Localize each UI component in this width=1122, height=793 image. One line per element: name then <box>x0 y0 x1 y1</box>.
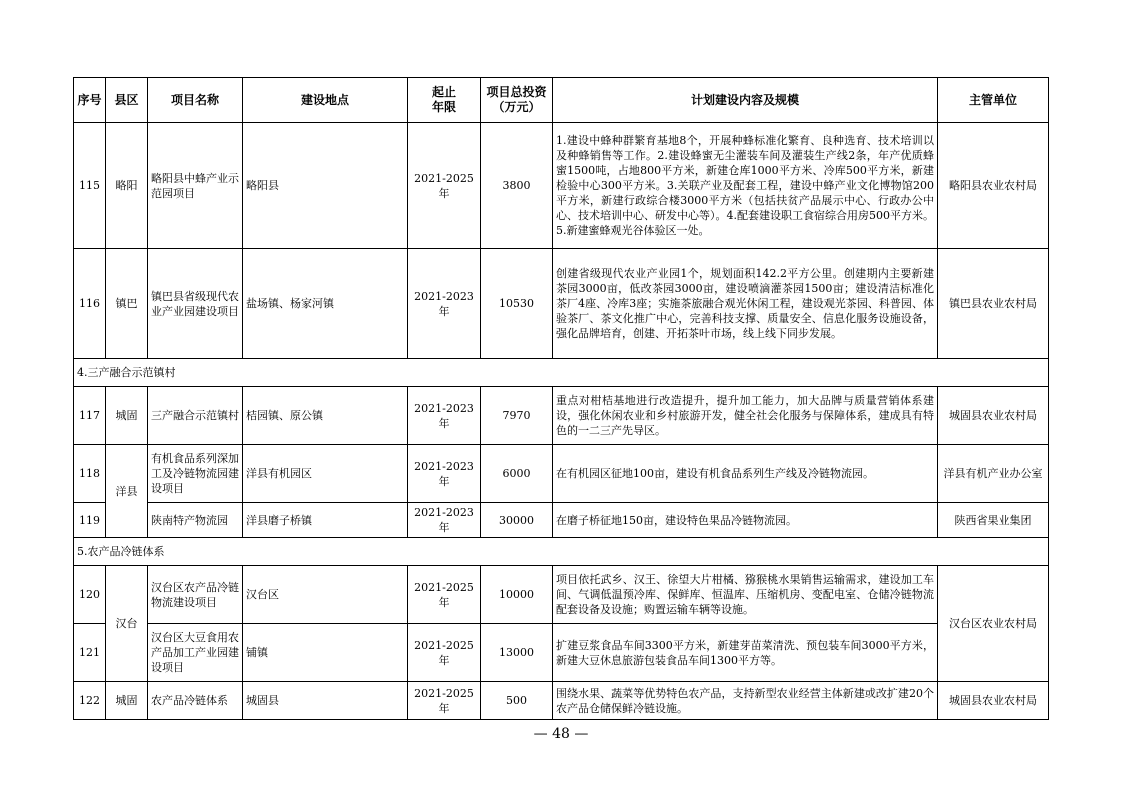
table-row <box>74 503 1049 538</box>
cell-period: 2021-2023年 <box>408 445 481 503</box>
cell-content: 在磨子桥征地150亩，建设特色果品冷链物流园。 <box>553 503 938 538</box>
cell-no: 121 <box>74 624 106 682</box>
cell-content: 在有机园区征地100亩，建设有机食品系列生产线及冷链物流园。 <box>553 445 938 503</box>
section-title: 5.农产品冷链体系 <box>74 538 1049 566</box>
col-header-invest <box>481 78 553 123</box>
project-table <box>73 77 1049 720</box>
cell-name: 略阳县中蜂产业示范园项目 <box>148 123 243 249</box>
cell-invest: 10530 <box>481 249 553 359</box>
cell-invest: 13000 <box>481 624 553 682</box>
cell-period: 2021-2023年 <box>408 249 481 359</box>
cell-period: 2021-2025年 <box>408 682 481 720</box>
table-row <box>74 566 1049 624</box>
header-row <box>74 78 1049 123</box>
page-number: — 48 — <box>533 726 589 742</box>
cell-location: 洋县磨子桥镇 <box>243 503 408 538</box>
cell-dept: 汉台区农业农村局 <box>938 566 1049 682</box>
cell-invest: 10000 <box>481 566 553 624</box>
cell-content: 1.建设中蜂种群繁育基地8个，开展种蜂标准化繁育、良种选育、技术培训以及种蜂销售等工作。2.建设蜂蜜无尘灌装车间及灌装生产线2条，年产优质蜂蜜1500吨，占地800平方米，新建仓库1000平方米、冷库500平方米，新建检验中心300平方米。3.关联产业及配套工程，建设中蜂产业文化博物馆200平方米，新建行政综合楼3000平方米（包括扶贫产品展示中心、行政办公中心、技术培训中心、研发中心等）。4.配套建设职工食宿综合用房500平方米。5.新建蜜蜂观光谷体验区一处。 <box>553 123 938 249</box>
cell-content: 创建省级现代农业产业园1个，规划面积142.2平方公里。创建期内主要新建茶园3000亩，低改茶园3000亩，建设喷滴灌茶园1500亩；建设清洁标准化茶厂4座、冷库3座；实施茶旅融合观光休闲工程，建设观光茶园、科普园、体验茶厂、茶文化推广中心，完善科技支撑、质量安全、信息化服务设施设备，强化品牌培育，创建、开拓茶叶市场，线上线下同步发展。 <box>553 249 938 359</box>
cell-county: 城固 <box>106 682 148 720</box>
cell-no: 118 <box>74 445 106 503</box>
col-header-no: 序号 <box>74 78 106 123</box>
cell-no: 119 <box>74 503 106 538</box>
cell-invest: 3800 <box>481 123 553 249</box>
cell-invest: 7970 <box>481 387 553 445</box>
cell-location: 略阳县 <box>243 123 408 249</box>
cell-name: 农产品冷链体系 <box>148 682 243 720</box>
cell-dept: 陕西省果业集团 <box>938 503 1049 538</box>
cell-period: 2021-2023年 <box>408 387 481 445</box>
cell-content: 扩建豆浆食品车间3300平方米，新建芽苗菜清洗、预包装车间3000平方米，新建大豆休息旅游包装食品车间1300平方等。 <box>553 624 938 682</box>
cell-county: 汉台 <box>106 566 148 682</box>
table-row <box>74 249 1049 359</box>
cell-period: 2021-2025年 <box>408 123 481 249</box>
cell-county: 镇巴 <box>106 249 148 359</box>
cell-no: 117 <box>74 387 106 445</box>
cell-no: 120 <box>74 566 106 624</box>
cell-name: 陕南特产物流园 <box>148 503 243 538</box>
col-header-location: 建设地点 <box>243 78 408 123</box>
cell-dept: 城固县农业农村局 <box>938 682 1049 720</box>
cell-location: 铺镇 <box>243 624 408 682</box>
cell-content: 围绕水果、蔬菜等优势特色农产品，支持新型农业经营主体新建或改扩建20个农产品仓储保鲜冷链设施。 <box>553 682 938 720</box>
table-row <box>74 387 1049 445</box>
cell-location: 桔园镇、原公镇 <box>243 387 408 445</box>
cell-county: 洋县 <box>106 445 148 538</box>
cell-dept: 略阳县农业农村局 <box>938 123 1049 249</box>
cell-name: 有机食品系列深加工及冷链物流园建设项目 <box>148 445 243 503</box>
table-row <box>74 123 1049 249</box>
cell-content: 重点对柑桔基地进行改造提升，提升加工能力，加大品牌与质量营销体系建设，强化休闲农业和乡村旅游开发，健全社会化服务与保障体系，建成具有特色的一二三产先导区。 <box>553 387 938 445</box>
cell-invest: 500 <box>481 682 553 720</box>
invest-line-1: 项目总投资 <box>486 85 547 99</box>
table-row <box>74 624 1049 682</box>
cell-county: 略阳 <box>106 123 148 249</box>
cell-county: 城固 <box>106 387 148 445</box>
table-row <box>74 682 1049 720</box>
cell-location: 汉台区 <box>243 566 408 624</box>
cell-location: 盐场镇、杨家河镇 <box>243 249 408 359</box>
section-row <box>74 359 1049 387</box>
section-title: 4.三产融合示范镇村 <box>74 359 1049 387</box>
cell-period: 2021-2025年 <box>408 566 481 624</box>
col-header-name: 项目名称 <box>148 78 243 123</box>
cell-name: 汉台区大豆食用农产品加工产业园建设项目 <box>148 624 243 682</box>
period-line-2: 年限 <box>431 100 456 114</box>
cell-period: 2021-2025年 <box>408 624 481 682</box>
cell-name: 镇巴县省级现代农业产业园建设项目 <box>148 249 243 359</box>
cell-location: 洋县有机园区 <box>243 445 408 503</box>
cell-content: 项目依托武乡、汉王、徐望大片柑橘、猕猴桃水果销售运输需求，建设加工车间、气调低温预冷库、保鲜库、恒温库、压缩机房、变配电室、仓储冷链物流配套设备及设施；购置运输车辆等设施。 <box>553 566 938 624</box>
cell-no: 115 <box>74 123 106 249</box>
section-row <box>74 538 1049 566</box>
period-line-1: 起止 <box>431 85 456 99</box>
col-header-dept: 主管单位 <box>938 78 1049 123</box>
cell-no: 116 <box>74 249 106 359</box>
cell-name: 汉台区农产品冷链物流建设项目 <box>148 566 243 624</box>
table-row <box>74 445 1049 503</box>
col-header-period <box>408 78 481 123</box>
col-header-county: 县区 <box>106 78 148 123</box>
cell-name: 三产融合示范镇村 <box>148 387 243 445</box>
cell-period: 2021-2023年 <box>408 503 481 538</box>
cell-invest: 30000 <box>481 503 553 538</box>
cell-dept: 洋县有机产业办公室 <box>938 445 1049 503</box>
col-header-content: 计划建设内容及规模 <box>553 78 938 123</box>
cell-invest: 6000 <box>481 445 553 503</box>
cell-location: 城固县 <box>243 682 408 720</box>
cell-no: 122 <box>74 682 106 720</box>
cell-dept: 城固县农业农村局 <box>938 387 1049 445</box>
invest-line-2: （万元） <box>492 100 541 114</box>
cell-dept: 镇巴县农业农村局 <box>938 249 1049 359</box>
